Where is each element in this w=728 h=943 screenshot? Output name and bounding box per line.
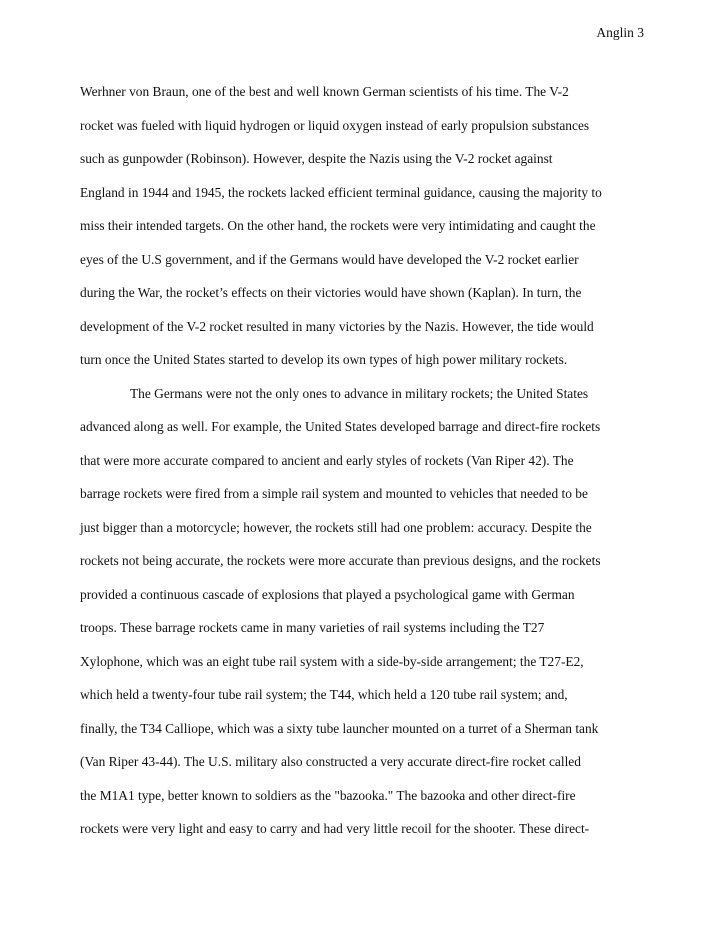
text-line: Xylophone, which was an eight tube rail system with a side-by-side arrangement; the T27-E2, [80, 653, 584, 669]
text-line: England in 1944 and 1945, the rockets lacked efficient terminal guidance, causing the majority to [80, 184, 602, 200]
text-line: miss their intended targets. On the other hand, the rockets were very intimidating and caught the [80, 218, 596, 233]
text-line: eyes of the U.S government, and if the Germans would have developed the V-2 rocket earlier [80, 251, 579, 267]
text-line: provided a continuous cascade of explosions that played a psychological game with German [80, 586, 575, 602]
text-line: the M1A1 type, better known to soldiers as the "bazooka." The bazooka and other direct-fire [80, 787, 576, 803]
text-line: rocket was fueled with liquid hydrogen or liquid oxygen instead of early propulsion substances [80, 117, 590, 133]
text-line: barrage rockets were fired from a simple rail system and mounted to vehicles that needed to be [80, 486, 588, 501]
text-line: which held a twenty-four tube rail system; the T44, which held a 120 tube rail system; and, [80, 687, 568, 702]
text-line: development of the V-2 rocket resulted in many victories by the Nazis. However, the tide would [80, 318, 594, 334]
text-line: rockets were very light and easy to carry and had very little recoil for the shooter. These direct- [80, 821, 590, 836]
text-line: that were more accurate compared to ancient and early styles of rockets (Van Riper 42). The [80, 452, 574, 468]
paragraph-first-line: The Germans were not the only ones to advance in military rockets; the United States [130, 385, 589, 401]
text-line: (Van Riper 43-44). The U.S. military also constructed a very accurate direct-fire rocket called [80, 754, 581, 769]
text-line: troops. These barrage rockets came in many varieties of rail systems including the T27 [80, 620, 545, 635]
text-line: rockets not being accurate, the rockets were more accurate than previous designs, and the rockets [80, 553, 601, 568]
page-header: Anglin 3 [596, 25, 644, 40]
text-line: Werhner von Braun, one of the best and well known German scientists of his time. The V-2 [80, 84, 569, 99]
text-line: advanced along as well. For example, the United States developed barrage and direct-fire rockets [80, 419, 601, 434]
body-text [80, 83, 646, 854]
text-line: just bigger than a motorcycle; however, the rockets still had one problem: accuracy. Despite the [80, 519, 592, 535]
text-line: turn once the United States started to develop its own types of high power military rockets. [80, 352, 568, 367]
text-line: finally, the T34 Calliope, which was a sixty tube launcher mounted on a turret of a Sherman tank [80, 720, 599, 736]
text-line: such as gunpowder (Robinson). However, despite the Nazis using the V-2 rocket against [80, 151, 553, 166]
text-line: during the War, the rocket’s effects on their victories would have shown (Kaplan). In turn, the [80, 285, 582, 300]
